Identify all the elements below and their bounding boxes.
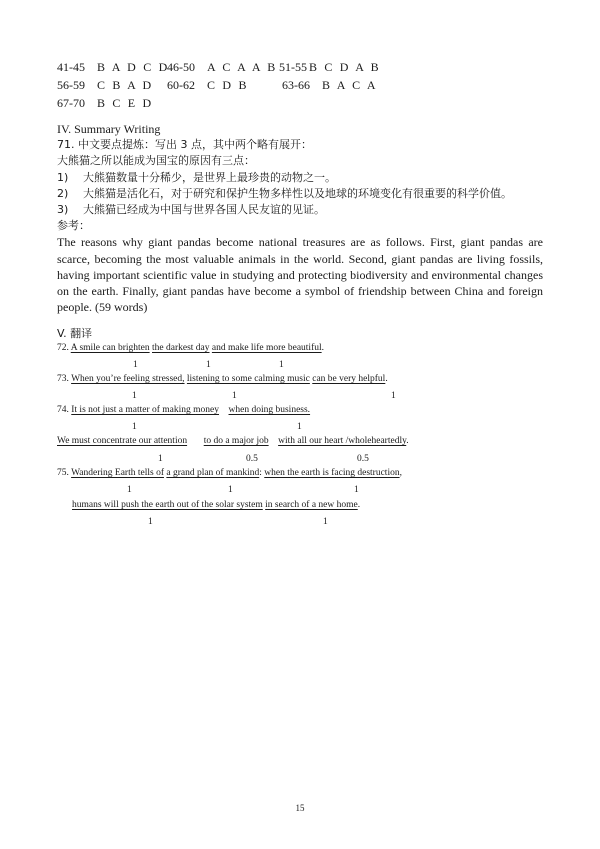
translation-chunk: humans will push the earth out of the solar system <box>72 500 263 510</box>
point-number: 1) <box>57 170 69 184</box>
score-mark: 1 <box>127 485 132 495</box>
section-title: IV. Summary Writing <box>57 122 161 136</box>
score-mark: 1 <box>228 485 233 495</box>
answer-range: 56-59 <box>57 78 85 92</box>
punctuation: . <box>406 436 409 446</box>
answer-range: 51-55 <box>279 60 307 74</box>
score-mark: 1 <box>206 360 211 370</box>
translation-75a <box>57 468 402 478</box>
punctuation: , <box>399 468 402 478</box>
punctuation: : <box>259 468 265 478</box>
question-number: 72. <box>57 343 71 353</box>
translation-chunk: and make life more beautiful <box>211 343 322 353</box>
translation-chunk: We must concentrate our attention <box>57 436 188 446</box>
question-number: 75. <box>57 468 72 478</box>
answer-letters: B A C A <box>322 78 378 92</box>
translation-chunk: to do a major job <box>203 436 269 446</box>
punctuation: . <box>321 343 324 353</box>
reference-label: 参考： <box>57 219 90 233</box>
question-71: 71. 中文要点提炼：写出 3 点，其中两个略有展开： <box>57 138 312 152</box>
translation-chunk: the darkest day <box>152 343 210 353</box>
translation-chunk: listening to some calming music <box>186 374 310 384</box>
answer-letters: B C D A B <box>309 60 381 74</box>
translation-72 <box>57 343 324 353</box>
translation-74a <box>57 405 310 415</box>
answer-letters: A C A A B <box>207 60 278 74</box>
point-text: 大熊猫数量十分稀少，是世界上最珍贵的动物之一。 <box>83 170 336 184</box>
answer-letters: B A D C D <box>97 60 170 74</box>
score-mark: 1 <box>279 360 284 370</box>
answer-range: 41-45 <box>57 60 85 74</box>
answer-range: 67-70 <box>57 96 85 110</box>
score-mark: 1 <box>391 391 396 401</box>
question-number: 73. <box>57 374 72 384</box>
translation-chunk: in search of a new home <box>265 500 358 510</box>
score-mark: 1 <box>354 485 359 495</box>
translation-chunk: Wandering Earth tells of <box>71 468 164 478</box>
translation-74b <box>57 436 409 446</box>
point-text: 大熊猫已经成为中国与世界各国人民友谊的见证。 <box>83 203 325 217</box>
score-mark: 1 <box>232 391 237 401</box>
answer-letters: C B A D <box>97 78 154 92</box>
translation-chunk: It is not just a matter of making money <box>71 405 220 415</box>
translation-section-title <box>57 325 92 341</box>
answer-range: 63-66 <box>282 78 310 92</box>
answer-letters: B C E D <box>97 96 154 110</box>
score-mark: 1 <box>132 422 137 432</box>
point-number: 2) <box>57 186 69 200</box>
translation-chunk: when doing business. <box>228 405 311 415</box>
translation-75b <box>72 500 360 510</box>
answer-letters: C D B <box>207 78 249 92</box>
answer-range: 46-50 <box>167 60 195 74</box>
score-mark: 0.5 <box>246 454 258 464</box>
point-text: 大熊猫是活化石，对于研究和保护生物多样性以及地球的环境变化有很重要的科学价值。 <box>83 186 512 200</box>
reference-paragraph: The reasons why giant pandas become national treasures are as follows. First, giant pandas are scarce, becoming the most valuable animals in the world. Second, giant pandas are living fossils, having important scientific value in studying and protecting biodiversity and environmental changes on the earth. Finally, giant pandas have become a symbol of friendship between China and foreign people. (59 words) <box>57 235 543 315</box>
answer-range: 60-62 <box>167 78 195 92</box>
point-number: 3) <box>57 203 69 217</box>
translation-chunk: When you’re feeling stressed, <box>71 374 185 384</box>
summary-writing-section <box>57 121 543 315</box>
question-number: 74. <box>57 405 72 415</box>
score-mark: 1 <box>158 454 163 464</box>
translation-chunk: with all our heart /wholeheartedly <box>278 436 407 446</box>
score-mark: 1 <box>297 422 302 432</box>
translation-chunk: A smile can brighten <box>70 343 150 353</box>
summary-point <box>57 170 543 186</box>
score-mark: 0.5 <box>357 454 369 464</box>
translation-73 <box>57 374 388 384</box>
score-mark: 1 <box>133 360 138 370</box>
score-mark: 1 <box>148 517 153 527</box>
score-mark: 1 <box>132 391 137 401</box>
score-mark: 1 <box>323 517 328 527</box>
summary-intro: 大熊猫之所以能成为国宝的原因有三点： <box>57 154 255 168</box>
translation-chunk: a grand plan of mankind <box>166 468 260 478</box>
translation-chunk: can be very helpful <box>312 374 386 384</box>
section-title: V. 翻译 <box>57 327 93 340</box>
punctuation: . <box>357 500 361 510</box>
page-number: 15 <box>295 803 305 813</box>
summary-point <box>57 186 543 202</box>
translation-chunk: when the earth is facing destruction <box>264 468 400 478</box>
summary-point <box>57 202 543 218</box>
punctuation: . <box>385 374 388 384</box>
